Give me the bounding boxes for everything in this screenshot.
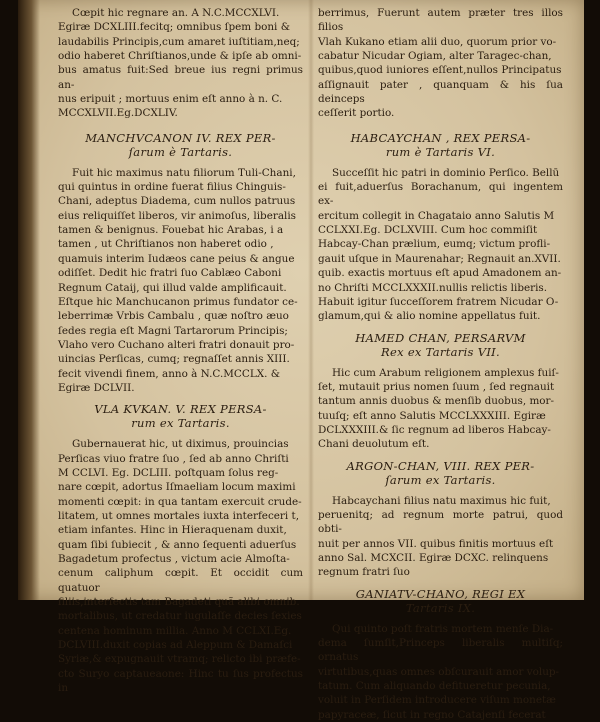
text-line: etiam infantes. Hinc in Hieraquenam duxit, <box>58 524 287 537</box>
heading-title: MANCHVCANON IV. REX PER- <box>85 130 276 145</box>
text-line: Vlaho vero Cuchano alteri fratri donauit pro- <box>58 338 295 351</box>
text-line: Habcay-Chan prælium, eumq; victum profli- <box>318 238 551 251</box>
text-line: Perſicas viuo fratre ſuo , ſed ab anno Chriſti <box>58 452 289 465</box>
text-line: M CCLVI. Eg. DCLIII. poſtquam ſolus reg- <box>58 466 279 479</box>
text-line: tantum annis duobus & menſib duobus, mor- <box>318 395 555 408</box>
section-heading-hamed-chan <box>318 331 563 359</box>
text-line: cabatur Nicudar Ogiam, alter Taragec-chan, <box>318 50 552 63</box>
heading-subtitle: rum ex Tartaris. <box>131 416 230 431</box>
text-line: quib. exactis mortuus eſt apud Amadonem an- <box>318 267 562 280</box>
text-line: bus amatus fuit:Sed breue ius regni primus an- <box>58 64 303 91</box>
section-heading-habcaychan <box>318 131 563 159</box>
text-line: quam ſibi ſubiecit , & anno ſequenti aduerſus <box>58 538 297 551</box>
text-line: MCCXLVII.Eg.DCXLIV. <box>58 107 178 120</box>
text-line: no Chriſti MCCLXXXII.nullis relictis liberis. <box>318 281 548 294</box>
text-line: odiſſet. Dedit hic fratri ſuo Cablæo Caboni <box>58 267 282 280</box>
text-line: nus eripuit ; mortuus enim eſt anno à n. C. <box>58 93 283 106</box>
text-line: ei fuit,aduerſus Borachanum, qui ingentem ex- <box>318 181 563 208</box>
text-line: nare cœpit, adortus Iſmaeliam locum maximi <box>58 481 296 494</box>
text-line: regnum fratri ſuo <box>318 566 410 579</box>
text-line: Egiræ DCXLIII.fecitq; omnibus ſpem boni & <box>58 21 290 34</box>
text-line: papyraceæ, ſicut in regno Catajenſi fecerat <box>318 708 546 721</box>
text-line: tamen , ut Chriſtianos non haberet odio , <box>58 238 274 251</box>
text-line: quibus,quod iuniores eſſent,nullos Principatus <box>318 64 562 77</box>
right-intro-paragraph <box>318 6 563 121</box>
heading-title: VLA KVKAN. V. REX PERSA- <box>94 402 267 417</box>
text-line: uincias Perſicas, cumq; regnaſſet annis XIII. <box>58 353 290 366</box>
text-line: Bagadetum profectus , victum acie Almoſta- <box>58 553 290 565</box>
heading-subtitle: ſarum è Tartaris. <box>128 144 233 159</box>
page-binding-edge <box>18 0 40 600</box>
text-line: momenti cœpit: in qua tantam exercuit crude- <box>58 495 302 508</box>
text-line: Cœpit hic regnare an. A N.C.MCCXLVI. <box>72 7 280 19</box>
heading-title: HABCAYCHAN , REX PERSA- <box>350 130 531 145</box>
text-line: glamum,qui & alio nomine appellatus fuit. <box>318 310 541 323</box>
argon-chan-paragraph <box>318 494 563 580</box>
section-heading-vla-kukan <box>58 402 303 430</box>
hamed-chan-paragraph <box>318 366 563 452</box>
text-line: nuit per annos VII. quibus finitis mortuus eſt <box>318 537 554 550</box>
text-line: cto Suryo captaueaone: Hinc tu ſus profectus in <box>58 667 303 695</box>
left-intro-paragraph <box>58 6 303 121</box>
text-line: ceſſerit portio. <box>318 107 395 120</box>
text-line: odio haberet Chriſtianos,unde & ipſe ab omni- <box>58 50 302 63</box>
text-line: Chani deuolutum eſt. <box>318 438 430 451</box>
heading-subtitle: rum è Tartaris VI. <box>385 144 496 159</box>
text-line: CCLXXI.Eg. DCLXVIII. Cum hoc commiſit <box>318 224 538 237</box>
text-line: Regnum Cataij, qui illud valde amplificauit. <box>58 281 287 294</box>
section-heading-argon-chan <box>318 459 563 487</box>
text-line: Hic cum Arabum religionem amplexus fuiſ- <box>332 366 559 379</box>
text-line: anno Sal. MCXCII. Egiræ DCXC. relinquens <box>318 551 549 564</box>
text-line: tuuſq; eſt anno Salutis MCCLXXXIII. Egiræ <box>318 409 546 422</box>
text-line: Chani, adeptus Diadema, cum nullos patruus <box>58 195 296 208</box>
right-column <box>318 0 563 722</box>
text-line: cenum caliphum cœpit. Et occidit cum quatuor <box>58 567 303 594</box>
text-line: ercitum collegit in Chagataio anno Salutis M <box>318 209 555 222</box>
heading-subtitle: Tartaris IX. <box>405 600 476 615</box>
text-line: berrimus, Fuerunt autem præter tres illos filios <box>318 7 563 34</box>
text-line: Habcaychani filius natu maximus hic fuit, <box>332 494 551 507</box>
text-line: Eſtque hic Manchucanon primus fundator ce- <box>58 295 298 308</box>
ganiatu-chano-paragraph <box>318 622 563 722</box>
text-line: fecit vivendi finem, anno à N.C.MCCLX. & <box>58 367 280 380</box>
heading-title: HAMED CHAN, PERSARVM <box>355 330 526 345</box>
text-line: laudabilis Principis,cum amaret iuſtitiam,neq; <box>58 35 300 48</box>
book-page <box>18 0 584 721</box>
section-heading-manchucanon <box>58 131 303 159</box>
text-line: virtutibus,quas omnes obſcurauit amor volup- <box>318 665 560 678</box>
text-line: DCLVIII.duxit copias ad Aleppum & Damaſci <box>58 639 293 652</box>
text-line: qui quintus in ordine fuerat filius Chinguis- <box>58 181 286 194</box>
heading-title: ARGON-CHAN, VIII. REX PER- <box>346 458 535 473</box>
habcaychan-paragraph <box>318 166 563 324</box>
heading-subtitle: Rex ex Tartaris VII. <box>381 344 500 359</box>
heading-title: GANIATV-CHANO, REGI EX <box>355 586 526 601</box>
text-line: Gubernauerat hic, ut diximus, prouincias <box>72 438 289 451</box>
vla-kukan-paragraph <box>58 437 303 695</box>
text-line: ſedes regia eſt Magni Tartarorum Principis; <box>58 324 288 337</box>
section-heading-ganiatu-chano <box>318 587 563 615</box>
text-line: ſet, mutauit prius nomen ſuum , ſed regnauit <box>318 380 555 393</box>
text-line: peruenitq; ad regnum morte patrui, quod obti- <box>318 508 563 536</box>
left-column <box>58 0 303 695</box>
text-line: aſſignauit pater , quanquam & his ſua deinceps <box>318 78 563 106</box>
text-line: Fuit hic maximus natu filiorum Tuli-Chani, <box>72 166 296 179</box>
text-line: Egiræ DCLVII. <box>58 381 135 394</box>
text-line: voluit in Perſidem introducere viſum monetæ <box>318 694 556 707</box>
text-line: eius reliquiſſet liberos, vir animoſus, liberalis <box>58 209 297 222</box>
text-line: dema ſumſit,Princeps liberalis multiſq; ornatus <box>318 637 563 664</box>
text-line: Qui quinto poſt fratris mortem menſe Dia- <box>332 622 554 635</box>
manchucanon-paragraph <box>58 166 303 396</box>
text-line: gauit uſque in Maurenahar; Regnauit an.XVII. <box>318 252 561 265</box>
text-line: Syriæ,& expugnauit vtramq; relicto ibi præfe- <box>58 653 301 666</box>
text-line: Succeſſit hic patri in dominio Perſico. Bellū <box>332 166 560 179</box>
text-line: mortalibus, ut credatur iugulaſſe decies ſexies <box>58 610 302 623</box>
text-line: litatem, ut omnes mortales iuxta interfeceri t, <box>58 509 299 522</box>
text-line: Vlah Kukano etiam alii duo, quorum prior vo- <box>318 35 557 48</box>
text-line: quamuis interim Iudæos cane peius & angue <box>58 252 295 265</box>
column-gutter <box>308 0 314 600</box>
text-line: tamen & benignus. Fouebat hic Arabas, i a <box>58 224 284 237</box>
heading-subtitle: ſarum ex Tartaris. <box>385 472 496 487</box>
text-line: DCLXXXIII.& ſic regnum ad liberos Habcay- <box>318 423 551 436</box>
text-line: filiis,interfectis tam Bagadeti quã alibi omnib. <box>58 596 300 609</box>
text-line: tatum. Cum aliquando defitueretur pecunia, <box>318 680 551 693</box>
text-line: leberrimæ Vrbis Cambalu , quæ noſtro æuo <box>58 310 289 323</box>
text-line: Habuit igitur ſucceſſorem fratrem Nicudar O- <box>318 295 559 308</box>
text-line: centena hominum millia. Anno M CCLXI.Eg. <box>58 624 292 637</box>
